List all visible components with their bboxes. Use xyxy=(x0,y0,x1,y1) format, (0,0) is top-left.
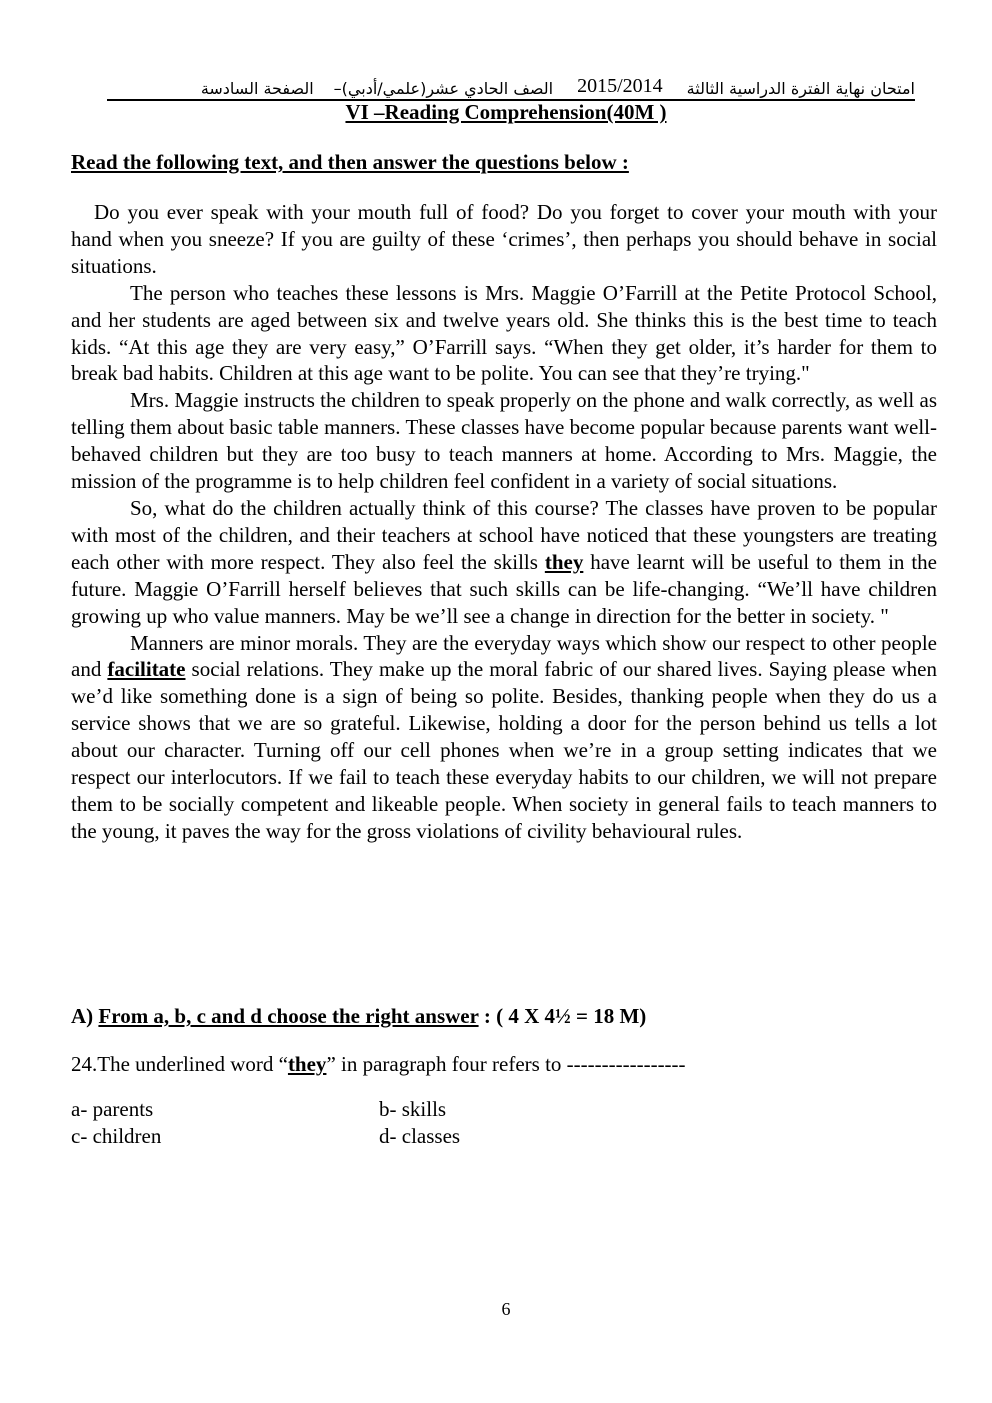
paragraph-5 xyxy=(71,630,937,845)
page-label: الصفحة السادسة xyxy=(200,79,314,98)
part-a-heading xyxy=(71,1004,646,1029)
part-a-title: From a, b, c and d choose the right answer xyxy=(98,1004,479,1028)
question-24-before: 24.The underlined word “ xyxy=(71,1052,288,1076)
page-number: 6 xyxy=(501,1299,511,1319)
part-a-marks: : ( 4 X 4½ = 18 M) xyxy=(478,1004,647,1028)
paragraph-5-text-after: social relations. They make up the moral fabric of our shared lives. Saying please when we’d like something done is a sign of being so polite. Besides, thanking people when they do us a service shows that we are so grateful. Likewise, holding a door for the person behind us tells a lot about our character. Turning off our cell phones when we’re in a group setting indicates that we respect our interlocutors. If we fail to teach these everyday habits to our children, we will not prepare them to be socially competent and likeable people. When society in general fails to teach manners to the young, it paves the way for the gross violations of civility behavioural rules. xyxy=(71,657,937,843)
option-a: a- parents xyxy=(71,1097,154,1121)
exam-header xyxy=(107,70,915,101)
option-d: d- classes xyxy=(379,1124,461,1148)
options-row-2 xyxy=(71,1123,460,1150)
paragraph-2: The person who teaches these lessons is Mrs. Maggie O’Farrill at the Petite Protocol School, and her students are aged between six and twelve years old. She thinks this is the best time to teach kids. “At this age they are very easy,” O’Farrill says. “When they get older, it’s harder for them to break bad habits. Children at this age want to be polite. You can see that they’re trying." xyxy=(71,280,937,386)
options-row-1 xyxy=(71,1096,460,1123)
instructions: Read the following text, and then answer the questions below : xyxy=(71,150,629,174)
paragraph-4 xyxy=(71,495,937,630)
underlined-word-facilitate: facilitate xyxy=(107,657,186,682)
question-24-options xyxy=(71,1096,460,1150)
paragraph-4-text-before: So, what do the children actually think of this course? The classes have proven to be popular with most of the children, and their teachers at school have noticed that these youngsters are treating each other with more respect. They also feel the skills xyxy=(71,495,937,574)
option-c: c- children xyxy=(71,1124,162,1148)
paragraph-3: Mrs. Maggie instructs the children to speak properly on the phone and walk correctly, as well as telling them about basic table manners. These classes have become popular because parents want well-behaved children but they are too busy to teach manners at home. According to Mrs. Maggie, the mission of the programme is to help children feel confident in a variety of social situations. xyxy=(71,388,937,494)
option-b: b- skills xyxy=(379,1097,447,1121)
underlined-word-they: they xyxy=(544,549,584,574)
paragraph-1: Do you ever speak with your mouth full of food? Do you forget to cover your mouth with your hand when you sneeze? If you are guilty of these ‘crimes’, then perhaps you should behave in social situations. xyxy=(71,200,937,278)
question-24-after: ” in paragraph four refers to ----------------- xyxy=(326,1052,686,1076)
exam-title: امتحان نهاية الفترة الدراسية الثالثة xyxy=(686,79,915,98)
question-24-highlight: they xyxy=(287,1052,327,1076)
reading-passage xyxy=(71,199,937,845)
paragraph-4-text-after: have learnt will be useful to them in the future. Maggie O’Farrill herself believes that such skills can be life-changing. “We’ll have children growing up who value manners. May be we’ll see a change in direction for the better in society. " xyxy=(71,549,937,628)
part-a-prefix: A) xyxy=(71,1004,99,1028)
exam-grade: الصف الحادي عشر(علمي/أدبي)– xyxy=(333,79,554,98)
exam-year: 2015/2014 xyxy=(577,75,663,97)
paragraph-5-text-before: Manners are minor morals. They are the everyday ways which show our respect to other people and xyxy=(71,630,937,682)
section-title: VI –Reading Comprehension(40M ) xyxy=(345,100,667,124)
question-24 xyxy=(71,1052,686,1077)
